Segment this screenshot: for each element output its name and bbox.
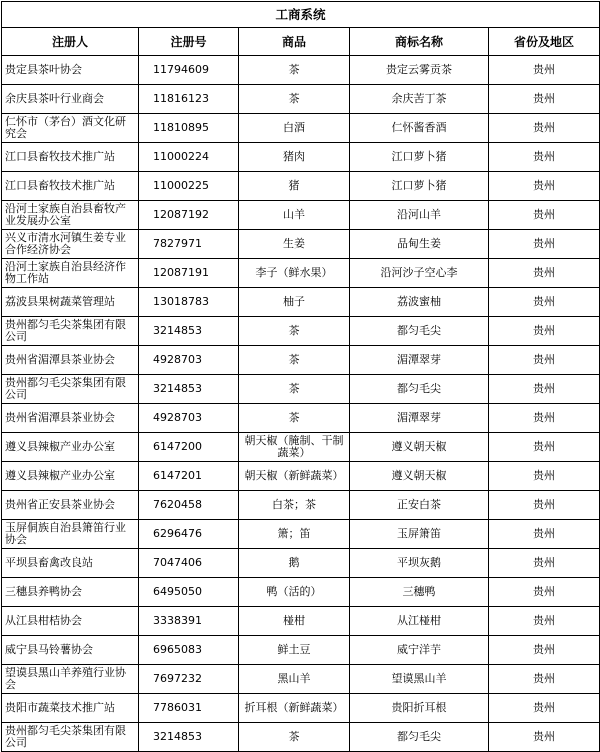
cell-province-region: 贵州 — [489, 230, 600, 259]
cell-registrant: 望谟县黑山羊养殖行业协会 — [2, 665, 139, 694]
trademark-table-container — [1, 1, 599, 752]
cell-province-region: 贵州 — [489, 665, 600, 694]
cell-trademark-name: 品甸生姜 — [350, 230, 489, 259]
table-row — [2, 56, 600, 85]
cell-trademark-name: 遵义朝天椒 — [350, 433, 489, 462]
cell-registration-number: 11794609 — [139, 56, 239, 85]
cell-province-region: 贵州 — [489, 143, 600, 172]
cell-province-region: 贵州 — [489, 346, 600, 375]
table-row — [2, 114, 600, 143]
cell-registrant: 威宁县马铃薯协会 — [2, 636, 139, 665]
cell-registration-number: 11810895 — [139, 114, 239, 143]
cell-registrant: 贵定县茶叶协会 — [2, 56, 139, 85]
cell-goods: 生姜 — [239, 230, 350, 259]
cell-registration-number: 6965083 — [139, 636, 239, 665]
cell-registration-number: 7697232 — [139, 665, 239, 694]
cell-trademark-name: 余庆苦丁茶 — [350, 85, 489, 114]
cell-province-region: 贵州 — [489, 462, 600, 491]
cell-goods: 白茶；茶 — [239, 491, 350, 520]
cell-goods: 山羊 — [239, 201, 350, 230]
table-row — [2, 288, 600, 317]
cell-goods: 茶 — [239, 375, 350, 404]
header-province-region: 省份及地区 — [489, 28, 600, 56]
cell-registration-number: 7827971 — [139, 230, 239, 259]
table-row — [2, 375, 600, 404]
cell-registration-number: 11000224 — [139, 143, 239, 172]
cell-trademark-name: 从江椪柑 — [350, 607, 489, 636]
cell-province-region: 贵州 — [489, 317, 600, 346]
cell-province-region: 贵州 — [489, 172, 600, 201]
cell-goods: 黑山羊 — [239, 665, 350, 694]
cell-trademark-name: 望谟黑山羊 — [350, 665, 489, 694]
cell-province-region: 贵州 — [489, 607, 600, 636]
table-row — [2, 491, 600, 520]
cell-registrant: 遵义县辣椒产业办公室 — [2, 462, 139, 491]
cell-province-region: 贵州 — [489, 636, 600, 665]
cell-registrant: 遵义县辣椒产业办公室 — [2, 433, 139, 462]
cell-registrant: 贵州都匀毛尖茶集团有限公司 — [2, 723, 139, 752]
cell-trademark-name: 都匀毛尖 — [350, 723, 489, 752]
cell-registrant: 贵州都匀毛尖茶集团有限公司 — [2, 375, 139, 404]
cell-goods: 柚子 — [239, 288, 350, 317]
cell-province-region: 贵州 — [489, 433, 600, 462]
cell-trademark-name: 湄潭翠芽 — [350, 346, 489, 375]
table-row — [2, 201, 600, 230]
table-row — [2, 549, 600, 578]
cell-trademark-name: 都匀毛尖 — [350, 317, 489, 346]
cell-province-region: 贵州 — [489, 578, 600, 607]
cell-trademark-name: 三穗鸭 — [350, 578, 489, 607]
cell-registration-number: 3214853 — [139, 375, 239, 404]
cell-goods: 鲜土豆 — [239, 636, 350, 665]
table-row — [2, 346, 600, 375]
cell-province-region: 贵州 — [489, 375, 600, 404]
cell-registration-number: 12087192 — [139, 201, 239, 230]
table-row — [2, 636, 600, 665]
cell-goods: 茶 — [239, 317, 350, 346]
table-row — [2, 694, 600, 723]
cell-province-region: 贵州 — [489, 491, 600, 520]
trademark-table — [1, 1, 600, 752]
cell-goods: 折耳根（新鲜蔬菜） — [239, 694, 350, 723]
cell-goods: 李子（鲜水果） — [239, 259, 350, 288]
table-row — [2, 259, 600, 288]
cell-registration-number: 6495050 — [139, 578, 239, 607]
cell-trademark-name: 荔波蜜柚 — [350, 288, 489, 317]
cell-goods: 茶 — [239, 56, 350, 85]
table-row — [2, 143, 600, 172]
cell-trademark-name: 沿河沙子空心李 — [350, 259, 489, 288]
cell-registrant: 贵州省正安县茶业协会 — [2, 491, 139, 520]
cell-registrant: 贵州省湄潭县茶业协会 — [2, 346, 139, 375]
cell-registrant: 贵阳市蔬菜技术推广站 — [2, 694, 139, 723]
cell-trademark-name: 贵定云雾贡茶 — [350, 56, 489, 85]
cell-registration-number: 4928703 — [139, 404, 239, 433]
cell-trademark-name: 湄潭翠芽 — [350, 404, 489, 433]
cell-trademark-name: 玉屏箫笛 — [350, 520, 489, 549]
table-title: 工商系统 — [2, 2, 600, 28]
cell-province-region: 贵州 — [489, 201, 600, 230]
cell-trademark-name: 正安白茶 — [350, 491, 489, 520]
header-registrant: 注册人 — [2, 28, 139, 56]
cell-registration-number: 7047406 — [139, 549, 239, 578]
cell-registrant: 江口县畜牧技术推广站 — [2, 143, 139, 172]
table-title-row — [2, 2, 600, 28]
cell-province-region: 贵州 — [489, 56, 600, 85]
cell-registration-number: 7786031 — [139, 694, 239, 723]
cell-province-region: 贵州 — [489, 520, 600, 549]
table-row — [2, 665, 600, 694]
cell-registrant: 平坝县畜禽改良站 — [2, 549, 139, 578]
cell-registrant: 余庆县茶叶行业商会 — [2, 85, 139, 114]
cell-trademark-name: 贵阳折耳根 — [350, 694, 489, 723]
table-row — [2, 520, 600, 549]
cell-registration-number: 11000225 — [139, 172, 239, 201]
cell-registration-number: 3214853 — [139, 723, 239, 752]
cell-registrant: 玉屏侗族自治县箫笛行业协会 — [2, 520, 139, 549]
cell-registration-number: 7620458 — [139, 491, 239, 520]
cell-registrant: 江口县畜牧技术推广站 — [2, 172, 139, 201]
cell-registration-number: 3338391 — [139, 607, 239, 636]
cell-trademark-name: 仁怀酱香酒 — [350, 114, 489, 143]
table-header-row — [2, 28, 600, 56]
cell-goods: 茶 — [239, 723, 350, 752]
cell-registrant: 从江县柑桔协会 — [2, 607, 139, 636]
cell-province-region: 贵州 — [489, 694, 600, 723]
cell-goods: 鹅 — [239, 549, 350, 578]
cell-trademark-name: 威宁洋芋 — [350, 636, 489, 665]
cell-goods: 猪 — [239, 172, 350, 201]
cell-registrant: 兴义市清水河镇生姜专业合作经济协会 — [2, 230, 139, 259]
cell-goods: 朝天椒（新鲜蔬菜） — [239, 462, 350, 491]
cell-goods: 茶 — [239, 346, 350, 375]
cell-registration-number: 4928703 — [139, 346, 239, 375]
cell-trademark-name: 江口萝卜猪 — [350, 172, 489, 201]
header-registration-number: 注册号 — [139, 28, 239, 56]
table-row — [2, 462, 600, 491]
cell-goods: 鸭（活的） — [239, 578, 350, 607]
cell-registrant: 沿河土家族自治县畜牧产业发展办公室 — [2, 201, 139, 230]
cell-registrant: 荔波县果树蔬菜管理站 — [2, 288, 139, 317]
cell-goods: 茶 — [239, 404, 350, 433]
cell-goods: 箫；笛 — [239, 520, 350, 549]
table-row — [2, 578, 600, 607]
cell-registrant: 三穗县养鸭协会 — [2, 578, 139, 607]
table-row — [2, 317, 600, 346]
header-trademark-name: 商标名称 — [350, 28, 489, 56]
cell-province-region: 贵州 — [489, 114, 600, 143]
cell-province-region: 贵州 — [489, 723, 600, 752]
cell-province-region: 贵州 — [489, 549, 600, 578]
cell-registrant: 贵州省湄潭县茶业协会 — [2, 404, 139, 433]
table-row — [2, 433, 600, 462]
cell-goods: 白酒 — [239, 114, 350, 143]
cell-registration-number: 3214853 — [139, 317, 239, 346]
cell-registrant: 仁怀市（茅台）酒文化研究会 — [2, 114, 139, 143]
cell-province-region: 贵州 — [489, 288, 600, 317]
table-body — [2, 56, 600, 752]
cell-registration-number: 6147201 — [139, 462, 239, 491]
cell-registration-number: 12087191 — [139, 259, 239, 288]
table-row — [2, 230, 600, 259]
cell-trademark-name: 都匀毛尖 — [350, 375, 489, 404]
cell-goods: 猪肉 — [239, 143, 350, 172]
table-row — [2, 723, 600, 752]
cell-province-region: 贵州 — [489, 259, 600, 288]
table-row — [2, 607, 600, 636]
cell-trademark-name: 平坝灰鹅 — [350, 549, 489, 578]
cell-province-region: 贵州 — [489, 85, 600, 114]
cell-registration-number: 6147200 — [139, 433, 239, 462]
table-row — [2, 172, 600, 201]
cell-trademark-name: 江口萝卜猪 — [350, 143, 489, 172]
table-row — [2, 85, 600, 114]
cell-registration-number: 13018783 — [139, 288, 239, 317]
cell-registrant: 沿河土家族自治县经济作物工作站 — [2, 259, 139, 288]
table-row — [2, 404, 600, 433]
cell-trademark-name: 沿河山羊 — [350, 201, 489, 230]
cell-registrant: 贵州都匀毛尖茶集团有限公司 — [2, 317, 139, 346]
cell-registration-number: 6296476 — [139, 520, 239, 549]
cell-goods: 椪柑 — [239, 607, 350, 636]
cell-province-region: 贵州 — [489, 404, 600, 433]
cell-trademark-name: 遵义朝天椒 — [350, 462, 489, 491]
cell-registration-number: 11816123 — [139, 85, 239, 114]
header-goods: 商品 — [239, 28, 350, 56]
cell-goods: 茶 — [239, 85, 350, 114]
cell-goods: 朝天椒（腌制、干制蔬菜） — [239, 433, 350, 462]
